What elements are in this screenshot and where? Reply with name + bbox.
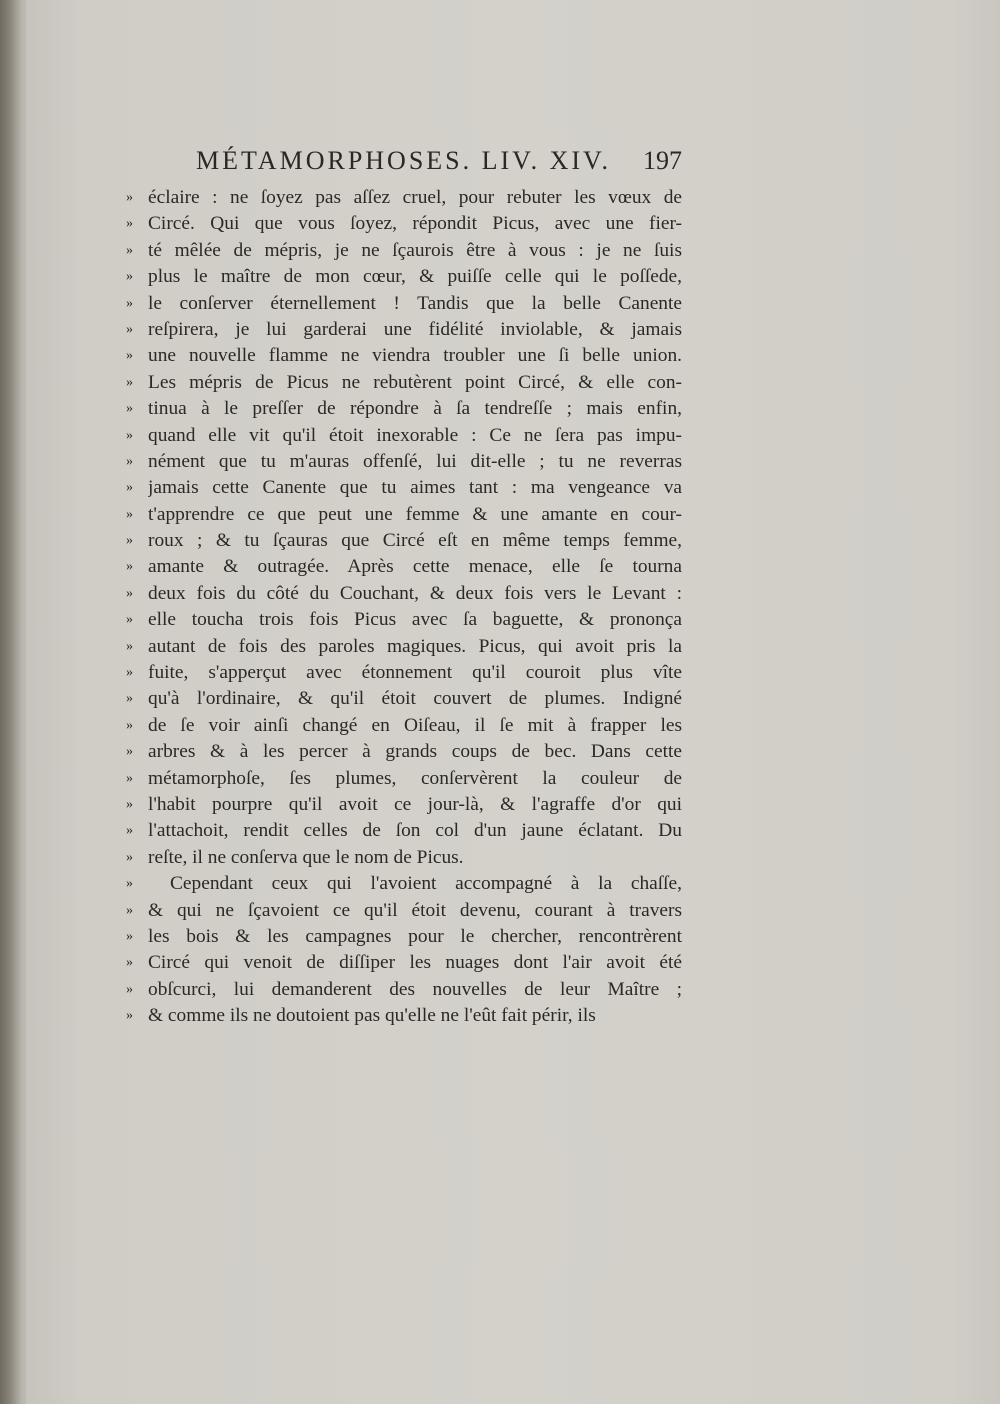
page-header [196,146,682,182]
line-text: té mêlée de mépris, je ne ſçaurois être à vous : je ne ſuis [148,239,682,261]
text-line [126,977,682,1003]
text-line [126,713,682,739]
line-text: arbres & à les percer à grands coups de bec. Dans cette [148,741,682,763]
line-text: fuite, s'apperçut avec étonnement qu'il couroit plus vîte [148,662,682,684]
quotation-mark: » [126,717,133,733]
line-text: quand elle vit qu'il étoit inexorable : Ce ne ſera pas impu- [148,424,682,446]
line-text: nément que tu m'auras offenſé, lui dit-elle ; tu ne reverras [148,450,682,472]
text-line [126,475,682,501]
text-line [126,739,682,765]
running-title: MÉTAMORPHOSES. LIV. XIV. [196,146,611,175]
page-number: 197 [643,146,682,175]
line-text: plus le maître de mon cœur, & puiſſe celle qui le poſſede, [148,266,682,288]
quotation-mark: » [126,269,133,285]
text-line [126,211,682,237]
quotation-mark: » [126,427,133,443]
quotation-mark: » [126,190,133,205]
line-text: reſpirera, je lui garderai une fidélité inviolable, & jamais [148,318,682,340]
text-line [126,792,682,818]
quotation-mark: » [126,876,133,892]
line-text: roux ; & tu ſçauras que Circé eſt en même temps femme, [148,530,682,552]
quotation-mark: » [126,559,133,575]
text-line [126,845,682,871]
text-line [126,396,682,422]
quotation-mark: » [126,770,133,786]
quotation-mark: » [126,849,133,865]
line-text: Les mépris de Picus ne rebutèrent point Circé, & elle con- [148,371,682,393]
text-line [126,528,682,554]
quotation-mark: » [126,585,133,601]
quotation-mark: » [126,638,133,654]
text-line [126,950,682,976]
quotation-mark: » [126,533,133,549]
text-line [126,502,682,528]
text-line [126,449,682,475]
text-line [126,291,682,317]
quotation-mark: » [126,1008,133,1024]
quotation-mark: » [126,374,133,390]
quotation-mark: » [126,691,133,707]
text-line [126,185,682,211]
line-text: éclaire : ne ſoyez pas aſſez cruel, pour rebuter les vœux de [148,187,682,208]
quotation-mark: » [126,612,133,628]
text-line [126,766,682,792]
text-line [126,317,682,343]
text-line [126,924,682,950]
text-line [126,423,682,449]
quotation-mark: » [126,955,133,971]
text-line [126,686,682,712]
line-text: Circé qui venoit de diſſiper les nuages dont l'air avoit été [148,952,682,974]
line-text: Cependant ceux qui l'avoient accompagné à la chaſſe, [170,873,682,895]
line-text: & comme ils ne doutoient pas qu'elle ne l'eût fait périr, ils [148,1005,596,1027]
line-text: elle toucha trois fois Picus avec ſa baguette, & prononça [148,609,682,631]
line-text: qu'à l'ordinaire, & qu'il étoit couvert de plumes. Indigné [148,688,682,710]
quotation-mark: » [126,348,133,364]
text-line [126,898,682,924]
text-line [126,1003,682,1029]
text-line [126,634,682,660]
line-text: métamorphoſe, ſes plumes, conſervèrent la couleur de [148,767,682,789]
line-text: une nouvelle flamme ne viendra troubler une ſi belle union. [148,345,682,367]
line-text: jamais cette Canente que tu aimes tant : ma vengeance va [148,477,682,499]
line-text: deux fois du côté du Couchant, & deux fois vers le Levant : [148,582,682,604]
line-text: tinua à le preſſer de répondre à ſa tendreſſe ; mais enfin, [148,398,682,420]
quotation-mark: » [126,480,133,496]
line-text: le conſerver éternellement ! Tandis que la belle Canente [148,292,682,314]
text-line [126,818,682,844]
quotation-mark: » [126,453,133,469]
line-text: reſte, il ne conſerva que le nom de Picus. [148,846,464,868]
quotation-mark: » [126,796,133,812]
quotation-mark: » [126,665,133,681]
quotation-mark: » [126,823,133,839]
text-line [126,607,682,633]
text-line [126,581,682,607]
text-line [126,264,682,290]
quotation-mark: » [126,242,133,258]
text-line [126,370,682,396]
quotation-mark: » [126,401,133,417]
text-line [126,343,682,369]
text-line [126,238,682,264]
line-text: les bois & les campagnes pour le chercher, rencontrèrent [148,925,682,947]
text-line [126,554,682,580]
text-line [126,660,682,686]
line-text: obſcurci, lui demanderent des nouvelles de leur Maître ; [148,978,682,1000]
line-text: t'apprendre ce que peut une femme & une amante en cour- [148,503,682,525]
quotation-mark: » [126,744,133,760]
quotation-mark: » [126,928,133,944]
line-text: & qui ne ſçavoient ce qu'il étoit devenu, courant à travers [148,899,682,921]
quotation-mark: » [126,295,133,311]
quotation-mark: » [126,216,133,232]
quotation-mark: » [126,902,133,918]
body-text [126,185,682,1030]
line-text: Circé. Qui que vous ſoyez, répondit Picus, avec une fier- [148,213,682,235]
quotation-mark: » [126,981,133,997]
quotation-mark: » [126,321,133,337]
line-text: l'habit pourpre qu'il avoit ce jour-là, & l'agraffe d'or qui [148,793,682,815]
line-text: autant de fois des paroles magiques. Picus, qui avoit pris la [148,635,682,657]
line-text: de ſe voir ainſi changé en Oiſeau, il ſe mit à frapper les [148,714,682,736]
text-line [126,871,682,897]
line-text: l'attachoit, rendit celles de ſon col d'un jaune éclatant. Du [148,820,682,842]
book-page [26,0,1000,1404]
line-text: amante & outragée. Après cette menace, elle ſe tourna [148,556,682,578]
quotation-mark: » [126,506,133,522]
